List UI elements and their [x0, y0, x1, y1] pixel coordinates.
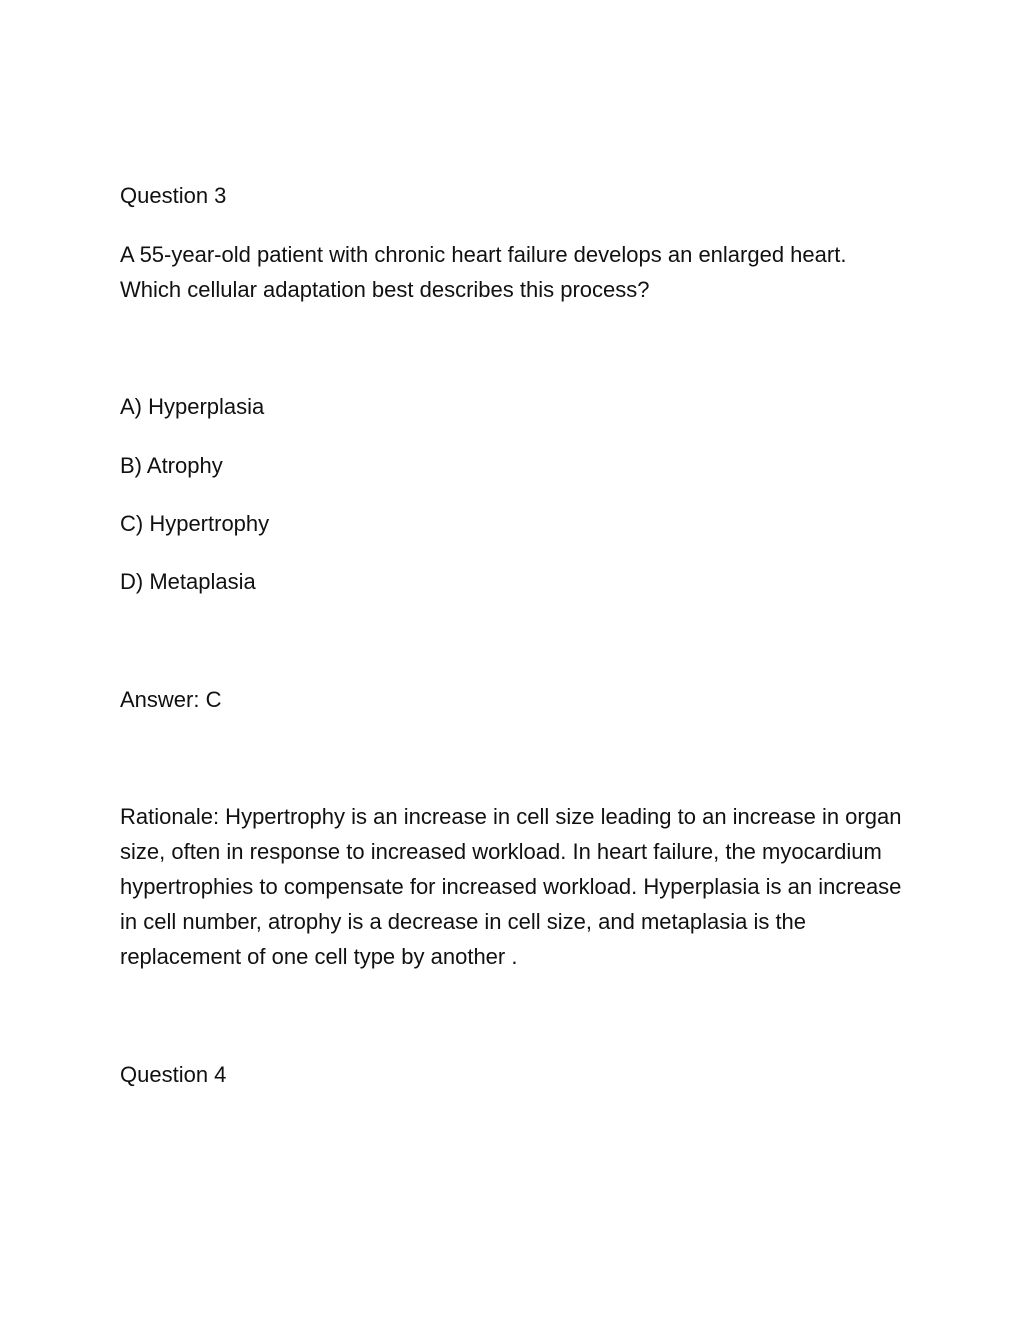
rationale-paragraph: Rationale: Hypertrophy is an increase in cell size leading to an increase in organ size, often in response to increased workload. In heart failure, the myocardium hypertrophies to compensate for increased workload. Hyperplasia is an increase in cell number, atrophy is a decrease in cell size, and metaplasia is the replacement of one cell type by another . [120, 804, 902, 969]
option-b: B) Atrophy [120, 453, 223, 478]
question-4-title: Question 4 [120, 1062, 227, 1087]
question-3-title: Question 3 [120, 183, 227, 208]
option-a: A) Hyperplasia [120, 394, 265, 419]
option-c: C) Hypertrophy [120, 511, 270, 536]
answer-line: Answer: C [120, 687, 222, 712]
option-d: D) Metaplasia [120, 569, 256, 594]
question-3-stem: A 55-year-old patient with chronic heart failure develops an enlarged heart. Which cellular adaptation best describes this process? [120, 242, 847, 302]
